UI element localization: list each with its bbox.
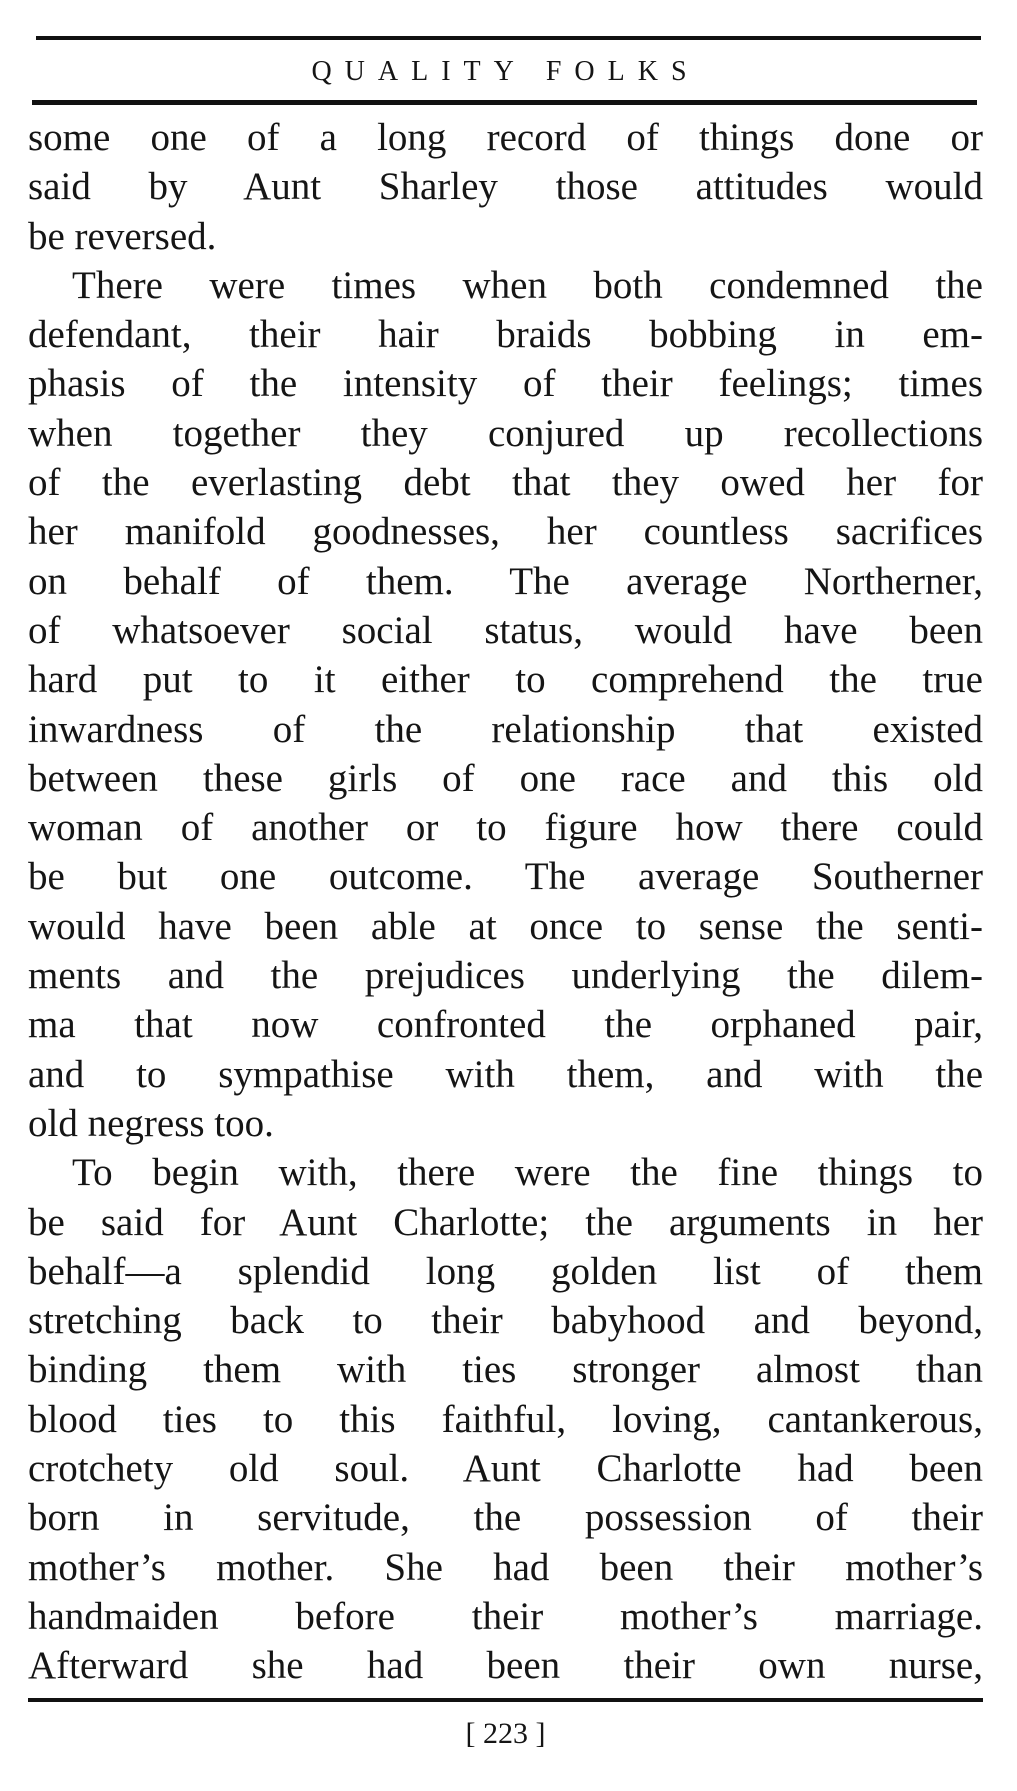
text-line: blood ties to this faithful, loving, cantankerous, [28, 1397, 983, 1441]
text-line: of the everlasting debt that they owed her for [28, 461, 983, 505]
body-text [28, 113, 983, 1691]
text-line: be said for Aunt Charlotte; the arguments in her [28, 1200, 983, 1244]
text-line: binding them with ties stronger almost than [28, 1348, 983, 1392]
book-page [28, 28, 983, 1768]
text-line: There were times when both condemned the [72, 263, 983, 307]
text-line: crotchety old soul. Aunt Charlotte had been [28, 1447, 983, 1491]
text-line: hard put to it either to comprehend the true [28, 658, 983, 702]
text-line: defendant, their hair braids bobbing in em- [28, 313, 983, 357]
text-line: mother’s mother. She had been their mother’s [28, 1545, 983, 1589]
header-top-rule [36, 36, 981, 40]
text-line: of whatsoever social status, would have been [28, 608, 983, 652]
text-line: be reversed. [28, 214, 217, 258]
text-line: ments and the prejudices underlying the dilem- [28, 954, 983, 998]
text-line: between these girls of one race and this old [28, 756, 983, 800]
text-line: on behalf of them. The average Northerner, [28, 559, 983, 603]
text-line: woman of another or to figure how there could [28, 806, 983, 850]
text-line: some one of a long record of things done or [28, 116, 983, 159]
text-line: would have been able at once to sense the senti- [28, 904, 983, 948]
footer-rule [28, 1698, 983, 1702]
text-line: be but one outcome. The average Southerner [28, 855, 983, 899]
text-line: phasis of the intensity of their feelings; times [28, 362, 983, 406]
text-line: inwardness of the relationship that existed [28, 707, 983, 751]
text-line: Afterward she had been their own nurse, [28, 1644, 983, 1688]
text-line: said by Aunt Sharley those attitudes would [28, 165, 983, 209]
header-bottom-rule [32, 100, 977, 105]
text-line: behalf—a splendid long golden list of them [28, 1249, 983, 1293]
text-line: old negress too. [28, 1101, 274, 1145]
running-head: QUALITY FOLKS [311, 56, 700, 87]
text-line: stretching back to their babyhood and beyond, [28, 1299, 983, 1343]
text-line: when together they conjured up recollections [28, 411, 983, 455]
text-line: and to sympathise with them, and with the [28, 1052, 983, 1096]
text-line: To begin with, there were the fine things to [72, 1151, 983, 1195]
page-number: [ 223 ] [465, 1717, 546, 1750]
text-line: ma that now confronted the orphaned pair, [28, 1003, 983, 1047]
text-line: her manifold goodnesses, her countless sacrifices [28, 510, 983, 554]
text-line: handmaiden before their mother’s marriage. [28, 1594, 983, 1638]
text-line: born in servitude, the possession of their [28, 1496, 983, 1540]
